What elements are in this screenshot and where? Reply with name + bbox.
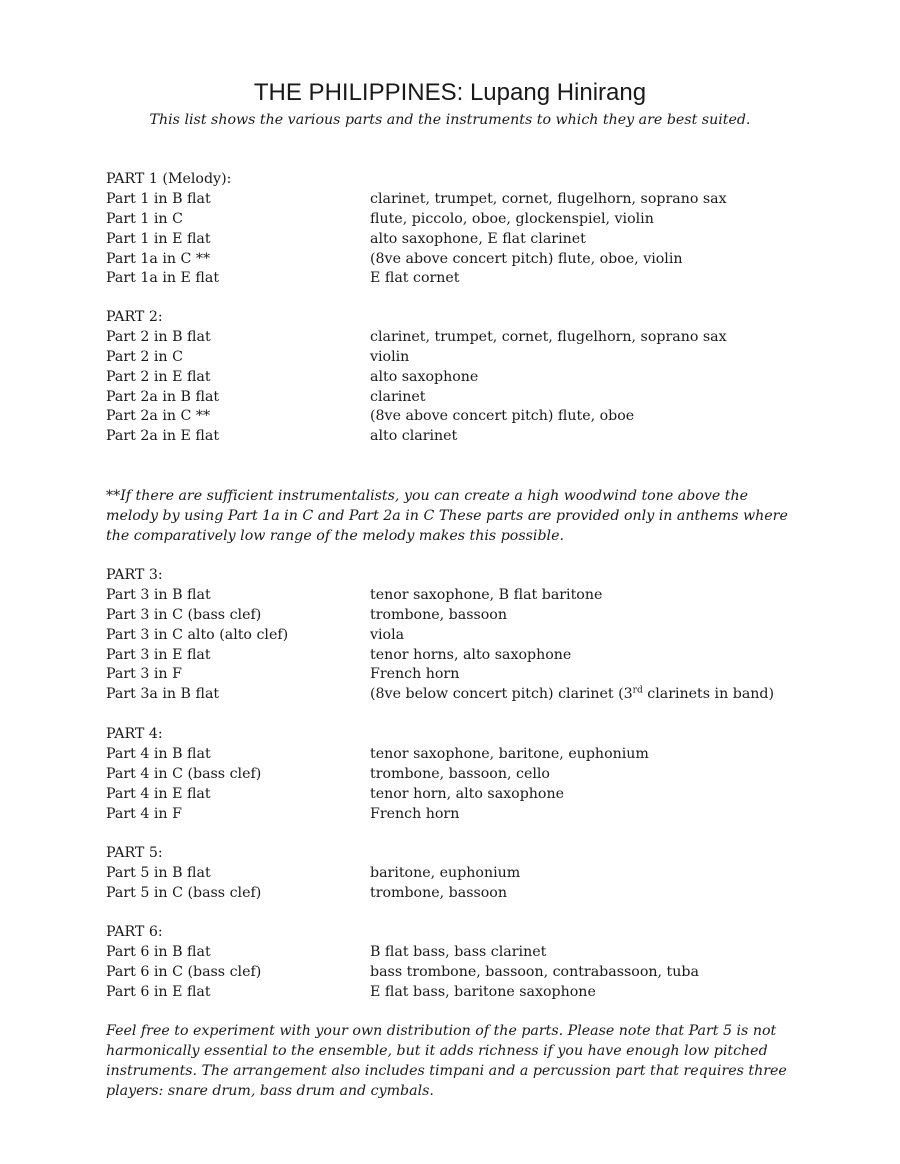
instrument-list: (8ve above concert pitch) flute, oboe, violin [370,250,683,267]
part-row [106,427,806,447]
part-row [106,884,806,904]
instrument-list: flute, piccolo, oboe, glockenspiel, violin [370,210,654,227]
part-name: Part 1 in B flat [106,190,211,207]
part5-section [106,844,806,904]
instrument-text: clarinets in band) [642,686,775,703]
part-row [106,963,806,983]
part-row [106,190,806,210]
part-row [106,983,806,1003]
instrument-list: tenor horn, alto saxophone [370,785,565,802]
part-name: Part 6 in C (bass clef) [106,963,262,980]
part-name: Part 2 in E flat [106,368,211,385]
instrument-list: French horn [370,666,460,683]
page-subtitle: This list shows the various parts and the instruments to which they are best suited. [149,112,751,128]
part-name: Part 3a in B flat [106,686,220,703]
part6-heading: PART 6: [106,924,163,940]
instrument-list: trombone, bassoon, cello [370,765,550,782]
instrument-list: viola [370,626,405,643]
part1-heading: PART 1 (Melody): [106,171,232,187]
part-name: Part 4 in C (bass clef) [106,765,262,782]
part-name: Part 3 in E flat [106,646,211,663]
part-name: Part 6 in E flat [106,983,211,1000]
part-name: Part 4 in F [106,805,182,822]
instrument-list: tenor saxophone, baritone, euphonium [370,745,649,762]
instrument-list: B flat bass, bass clarinet [370,943,547,960]
part-name: Part 5 in C (bass clef) [106,884,262,901]
instrument-list: E flat bass, baritone saxophone [370,983,596,1000]
part-row [106,230,806,250]
part4-section [106,725,806,824]
part-name: Part 3 in B flat [106,586,211,603]
part-row [106,606,806,626]
instrument-list: trombone, bassoon [370,606,507,623]
part-name: Part 3 in C (bass clef) [106,606,262,623]
part-row [106,805,806,825]
instrument-list: clarinet, trumpet, cornet, flugelhorn, soprano sax [370,328,727,345]
footnote-text: **If there are sufficient instrumentalists, you can create a high woodwind tone above the melody by using Part 1a in C and Part 2a in C These parts are provided only in anthems where the comparatively low range of the melody makes this possible. [106,488,788,544]
ordinal-suffix: rd [632,685,643,696]
part-name: Part 2a in B flat [106,388,220,405]
part-row [106,864,806,884]
part-name: Part 1a in C ** [106,250,211,267]
part3-section [106,566,806,705]
part-name: Part 2 in B flat [106,328,211,345]
part-row [106,269,806,289]
part-row [106,685,806,705]
instrument-list: alto saxophone [370,368,479,385]
part6-section [106,923,806,1003]
part-name: Part 2a in C ** [106,408,211,425]
part-row [106,626,806,646]
instrument-list: alto saxophone, E flat clarinet [370,230,586,247]
instrument-list: French horn [370,805,460,822]
part-row [106,210,806,230]
instrument-list: bass trombone, bassoon, contrabassoon, tuba [370,963,699,980]
part5-heading: PART 5: [106,845,163,861]
part-name: Part 3 in C alto (alto clef) [106,626,289,643]
instrument-list: trombone, bassoon [370,884,507,901]
part-name: Part 1a in E flat [106,270,220,287]
part-row [106,765,806,785]
instrument-text: (8ve below concert pitch) clarinet (3 [370,686,633,703]
page-title: THE PHILIPPINES: Lupang Hinirang [253,79,647,106]
part4-heading: PART 4: [106,726,163,742]
instrument-list: alto clarinet [370,428,458,445]
part-row [106,646,806,666]
part-row [106,665,806,685]
part2-section [106,308,806,447]
closing-note: Feel free to experiment with your own distribution of the parts. Please note that Part 5 is not harmonically essential to the ensemble, but it adds richness if you have enough low pitched instruments. The arrangement also includes timpani and a percussion part that requires three players: snare drum, bass drum and cymbals. [106,1023,787,1099]
part3-heading: PART 3: [106,567,163,583]
part-row [106,745,806,765]
part-row [106,388,806,408]
part-name: Part 4 in E flat [106,785,211,802]
instrument-list: clarinet, trumpet, cornet, flugelhorn, soprano sax [370,190,727,207]
part-row [106,348,806,368]
instrument-list: E flat cornet [370,270,460,287]
part-row [106,943,806,963]
instrument-list: (8ve above concert pitch) flute, oboe [370,408,635,425]
part-name: Part 3 in F [106,666,182,683]
instrument-list: clarinet [370,388,426,405]
instrument-list: baritone, euphonium [370,864,521,881]
part1-section [106,170,806,289]
part-name: Part 5 in B flat [106,864,211,881]
part-name: Part 2 in C [106,348,183,365]
part-row [106,250,806,270]
instrument-list: violin [370,348,410,365]
part-name: Part 4 in B flat [106,745,211,762]
part-row [106,586,806,606]
part-row [106,328,806,348]
part-name: Part 6 in B flat [106,943,211,960]
part-row [106,368,806,388]
part-name: Part 1 in C [106,210,183,227]
instrument-list: tenor saxophone, B flat baritone [370,586,603,603]
part-name: Part 2a in E flat [106,428,220,445]
part-row [106,407,806,427]
part-row [106,785,806,805]
instrument-list [370,685,774,705]
part-name: Part 1 in E flat [106,230,211,247]
part2-heading: PART 2: [106,309,163,325]
instrument-list: tenor horns, alto saxophone [370,646,572,663]
